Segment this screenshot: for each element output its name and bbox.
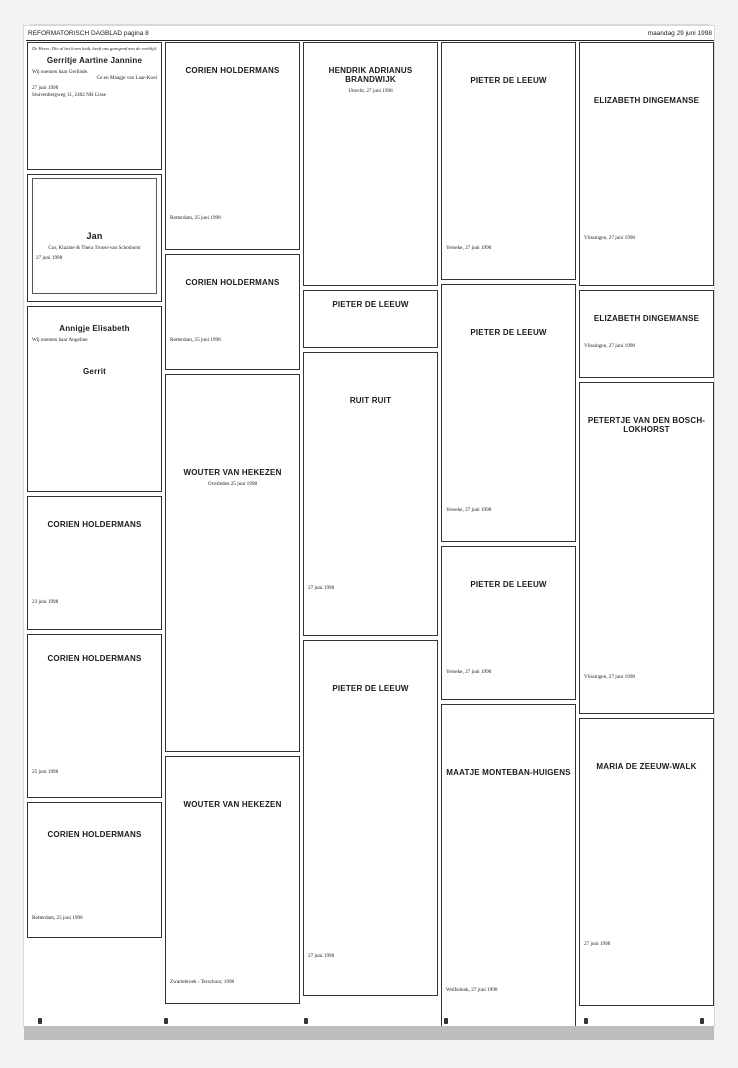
ad-date: 27 juni 1998	[36, 255, 63, 262]
register-mark-icon	[700, 1018, 704, 1024]
ad-text: Cor, Klazine & Thera Troost-van Schothorst	[48, 245, 141, 251]
ad-title: RUIT RUIT	[349, 396, 392, 405]
birth-announcement	[27, 306, 162, 492]
register-mark-icon	[164, 1018, 168, 1024]
ad-parents: Ce en Maagje van Laar-Kool	[96, 75, 157, 81]
death-notice	[303, 290, 438, 348]
ad-name: Jan	[86, 231, 103, 241]
ad-date: Zwartebroek - Terschuur, 1998	[170, 979, 235, 985]
column-3	[303, 42, 438, 1000]
ad-name: Annigje Elisabeth	[59, 324, 130, 333]
death-notice	[27, 634, 162, 798]
ad-title: CORIEN HOLDERMANS	[47, 654, 142, 663]
ad-title: PIETER DE LEEUW	[332, 300, 409, 309]
header-right: maandag 29 juni 1998	[647, 30, 712, 37]
death-notice	[165, 254, 300, 370]
ad-date: Overleden 25 juni 1998	[207, 481, 258, 487]
death-notice	[303, 352, 438, 636]
ad-title: ELIZABETH DINGEMANSE	[593, 314, 700, 323]
ad-address: Stuivenbergweg 11, 2402 NH Lisse	[32, 91, 106, 98]
header-left: REFORMATORISCH DAGBLAD pagina 8	[28, 30, 149, 37]
register-mark-icon	[38, 1018, 42, 1024]
death-notice	[165, 756, 300, 1004]
ad-inner	[32, 178, 157, 294]
ad-date: 27 juni 1998	[32, 85, 59, 92]
death-notice	[441, 284, 576, 542]
birth-announcement	[27, 174, 162, 302]
ad-date: Utrecht, 27 juni 1998	[348, 88, 393, 94]
death-notice	[441, 704, 576, 1030]
register-mark-icon	[304, 1018, 308, 1024]
death-notice	[579, 290, 714, 378]
death-notice	[303, 42, 438, 286]
ad-title: PIETER DE LEEUW	[332, 684, 409, 693]
ad-title: HENDRIK ADRIANUS BRANDWIJK	[328, 66, 413, 84]
death-notice	[303, 640, 438, 996]
ad-title: PIETER DE LEEUW	[470, 328, 547, 337]
ad-title: ELIZABETH DINGEMANSE	[593, 96, 700, 105]
ad-date: 27 juni 1998	[308, 585, 335, 591]
ad-date: 27 juni 1998	[584, 941, 611, 947]
ad-date: Rotterdam, 25 juni 1998	[170, 337, 221, 343]
ad-date: 27 juni 1998	[308, 953, 335, 959]
ad-name-2: Gerrit	[83, 367, 106, 377]
ad-text: Wij noemen haar Gerlinde.	[32, 68, 89, 75]
page-header	[26, 28, 714, 41]
ad-title: CORIEN HOLDERMANS	[47, 830, 142, 839]
ad-title: MAATJE MONTEBAN-HUIGENS	[446, 768, 571, 777]
ad-text: Wij noemen haar Angeline	[32, 337, 88, 343]
death-notice	[579, 382, 714, 714]
ad-date: Vlissingen, 27 juni 1998	[584, 343, 636, 349]
ad-title: CORIEN HOLDERMANS	[47, 520, 142, 529]
death-notice	[165, 374, 300, 752]
death-notice	[165, 42, 300, 250]
ad-title: CORIEN HOLDERMANS	[185, 66, 280, 75]
ad-date: Yerseke, 27 juni 1998	[446, 507, 492, 513]
ad-name: Gerritje Aartine Jannine	[46, 55, 143, 65]
register-mark-icon	[584, 1018, 588, 1024]
register-mark-icon	[444, 1018, 448, 1024]
ad-quote: De Heere, Die al het leven leidt, heeft ons gezegend met de verblijd.	[32, 46, 157, 51]
death-notice	[441, 42, 576, 280]
ad-date: Yerseke, 27 juni 1998	[446, 245, 492, 251]
death-notice	[441, 546, 576, 700]
ad-title: PIETER DE LEEUW	[470, 580, 547, 589]
death-notice	[579, 42, 714, 286]
ad-date: Rotterdam, 25 juni 1998	[170, 215, 221, 221]
ad-title: WOUTER VAN HEKEZEN	[183, 800, 282, 809]
ad-title: CORIEN HOLDERMANS	[185, 278, 280, 287]
ad-date: 25 juni 1998	[32, 769, 59, 775]
column-1	[27, 42, 162, 942]
death-notice	[579, 718, 714, 1006]
page-footer	[24, 1018, 714, 1026]
ad-title: PETERTJE VAN DEN BOSCH-LOKHORST	[587, 416, 706, 434]
column-4	[441, 42, 576, 1034]
ad-date: 23 juni 1998	[32, 599, 59, 605]
ad-date: Vlissingen, 27 juni 1998	[584, 235, 636, 241]
ad-date: Wolfsdonk, 27 juni 1998	[446, 987, 498, 993]
death-notice	[27, 802, 162, 938]
column-5	[579, 42, 714, 1010]
ad-title: PIETER DE LEEUW	[470, 76, 547, 85]
ad-date: Yerseke, 27 juni 1998	[446, 669, 492, 675]
ad-title: WOUTER VAN HEKEZEN	[183, 468, 282, 477]
ad-title: MARIA DE ZEEUW-WALK	[596, 762, 697, 771]
death-notice	[27, 496, 162, 630]
column-2	[165, 42, 300, 1008]
birth-announcement	[27, 42, 162, 170]
ad-date: Rotterdam, 25 juni 1998	[32, 915, 83, 921]
ad-date: Vlissingen, 27 juni 1998	[584, 674, 636, 680]
page-bottom-band	[24, 1026, 714, 1040]
